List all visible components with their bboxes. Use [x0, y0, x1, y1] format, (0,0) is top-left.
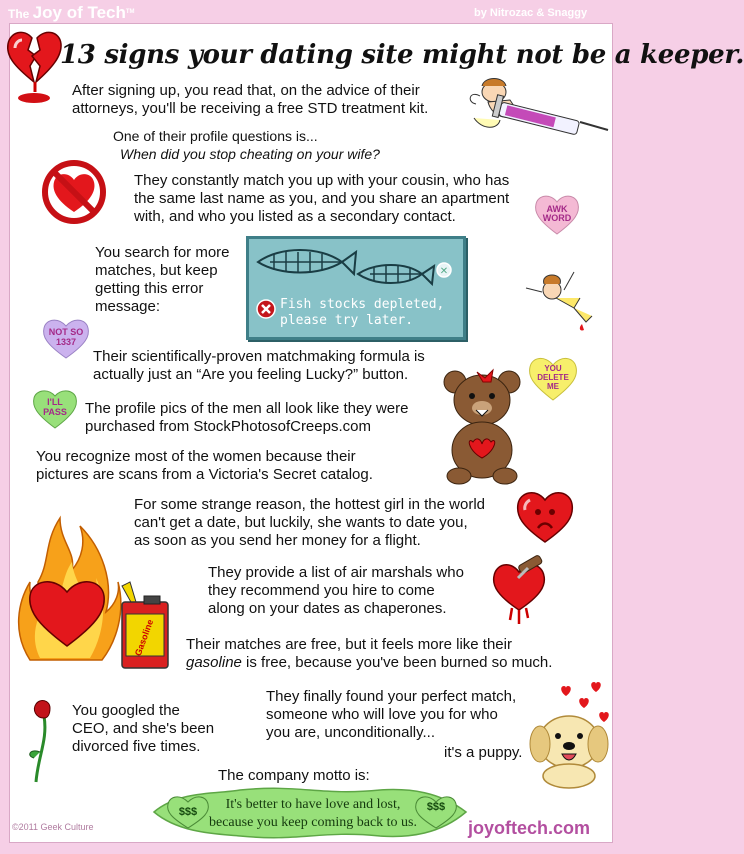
dollar-heart-right-text: $$$ — [426, 801, 446, 813]
candy-text-you: YOU — [544, 364, 562, 373]
gasoline-line-1: Their matches are free, but it feels more like their — [186, 636, 512, 653]
candy-text-ill: I'LL — [47, 397, 63, 407]
site-link[interactable]: joyoftech.com — [468, 818, 591, 838]
catalog-line-1: You recognize most of the women because their — [36, 448, 356, 465]
flaming-heart-icon — [10, 512, 124, 662]
candy-text-word: WORD — [542, 213, 572, 223]
std-kit-line-1: After signing up, you read that, on the advice of their — [72, 82, 420, 99]
candy-text-1337: 1337 — [55, 337, 77, 347]
candy-heart-not-so-1337 — [40, 314, 92, 362]
hottest-line-3: as soon as you send her money for a flight. — [134, 532, 421, 549]
no-heart-icon — [38, 160, 110, 224]
motto-intro: The company motto is: — [218, 767, 370, 784]
ceo-line-2: CEO, and she's been — [72, 720, 215, 737]
cousin-line-2: the same last name as you, and you share an apartment — [134, 190, 510, 207]
svg-text:✕: ✕ — [439, 266, 449, 277]
candy-text-pass: PASS — [43, 407, 67, 417]
match-line-2: someone who will love you for who — [266, 706, 498, 723]
wilted-rose-icon — [22, 696, 56, 784]
puppy-punchline: it's a puppy. — [444, 744, 523, 761]
logo[interactable] — [8, 3, 135, 23]
motto-line-2: because you keep coming back to us. — [209, 815, 417, 830]
marshals-line-2: they recommend you hire to come — [208, 582, 435, 599]
profile-question-intro: One of their profile questions is... — [113, 128, 318, 144]
catalog-line-2: pictures are scans from a Victoria's Secret catalog. — [36, 466, 373, 483]
gasoline-word: gasoline — [186, 654, 242, 671]
logo-tm: TM — [125, 9, 135, 15]
error-message-line-2: please try later. — [280, 313, 414, 328]
page-title: 13 signs your dating site might not be a keeper. — [60, 40, 744, 70]
girl-cupid-icon — [522, 262, 604, 336]
creeps-line-1: The profile pics of the men all look like they were — [85, 400, 409, 417]
match-line-1: They finally found your perfect match, — [266, 688, 517, 705]
search-line-1: You search for more — [95, 244, 230, 261]
cupid-syringe-icon — [462, 72, 612, 152]
hottest-line-1: For some strange reason, the hottest girl in the world — [134, 496, 486, 513]
candy-heart-ill-pass — [30, 386, 80, 430]
sad-heart-icon — [514, 486, 576, 546]
match-line-3: you are, unconditionally... — [266, 724, 435, 741]
search-line-4: message: — [95, 298, 161, 315]
lucky-line-2: actually just an “Are you feeling Lucky?” button. — [93, 366, 409, 383]
search-line-3: getting this error — [95, 280, 204, 297]
marshals-line-1: They provide a list of air marshals who — [208, 564, 464, 581]
candy-text-delete: DELETE — [537, 373, 569, 382]
marshals-line-3: along on your dates as chaperones. — [208, 600, 447, 617]
gas-can-label: Gasoline — [132, 618, 156, 658]
stabbed-heart-icon — [488, 556, 550, 626]
copyright: ©2011 Geek Culture — [12, 822, 94, 832]
logo-main: Joy of Tech — [32, 3, 126, 22]
gasoline-rest: is free, because you've been burned so much. — [241, 654, 553, 671]
std-kit-line-2: attorneys, you'll be receiving a free STD treatment kit. — [72, 100, 429, 117]
byline: by Nitrozac & Snaggy — [474, 7, 588, 19]
candy-text-not-so: NOT SO — [48, 327, 84, 337]
gasoline-can-icon — [114, 580, 174, 672]
logo-prefix: The — [8, 7, 33, 21]
hottest-line-2: can't get a date, but luckily, she wants to date you, — [134, 514, 468, 531]
dollar-heart-left-text: $$$ — [178, 806, 198, 818]
ceo-line-3: divorced five times. — [72, 738, 201, 755]
candy-text-awk: AWK — [546, 204, 568, 214]
cousin-line-1: They constantly match you up with your cousin, who has — [134, 172, 510, 189]
profile-question: When did you stop cheating on your wife? — [120, 146, 380, 162]
fish-skeleton-icon — [250, 240, 458, 292]
cousin-line-3: with, and who you listed as a secondary contact. — [134, 208, 456, 225]
teddy-bear-icon — [437, 364, 527, 488]
creeps-line-2: purchased from StockPhotosofCreeps.com — [85, 418, 371, 435]
error-x-icon — [256, 299, 276, 319]
candy-heart-you-delete-me — [526, 352, 580, 404]
lucky-line-1: Their scientifically-proven matchmaking formula is — [93, 348, 425, 365]
broken-heart-icon — [4, 26, 64, 108]
candy-text-me: ME — [547, 382, 559, 391]
puppy-icon — [526, 708, 612, 788]
candy-heart-awkword — [532, 190, 582, 238]
search-line-2: matches, but keep — [95, 262, 218, 279]
error-message-line-1: Fish stocks depleted, — [280, 297, 445, 312]
gasoline-line-2 — [186, 654, 552, 672]
motto-text — [203, 796, 423, 832]
motto-line-1: It's better to have love and lost, — [225, 797, 401, 812]
error-message — [280, 297, 444, 329]
ceo-line-1: You googled the — [72, 702, 180, 719]
